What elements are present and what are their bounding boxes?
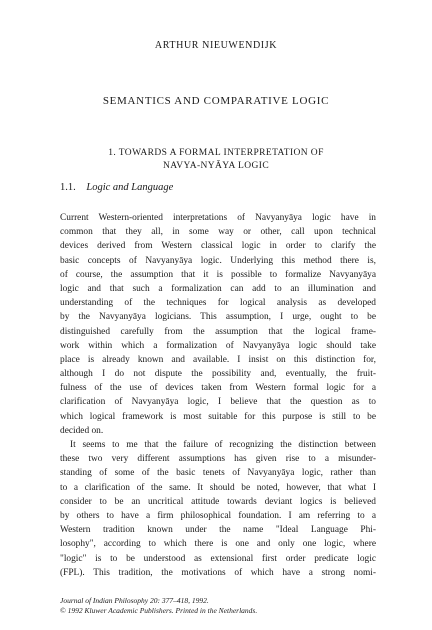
- paragraph-1: [60, 211, 376, 438]
- text-line: consider to be an uncritical attitude towards deviant logics is believed: [60, 496, 376, 507]
- text-line: standing of some of the basic tenets of Navyanyāya logic, rather than: [60, 468, 376, 479]
- text-line: of course, the assumption that it is possible to formalize Navyanyāya: [60, 269, 376, 280]
- text-line: devices derived from Western classical logic in order to clarify the: [60, 241, 376, 252]
- text-line: common that they all, in some way or other, call upon technical: [60, 227, 376, 238]
- text-line: decided on.: [60, 425, 104, 436]
- subsection-number: 1.1.: [60, 182, 76, 193]
- copyright-notice: © 1992 Kluwer Academic Publishers. Printed in the Netherlands.: [60, 606, 258, 615]
- section-heading: [80, 147, 352, 173]
- text-line: by others to have a firm philosophical foundation. I am referring to a: [60, 510, 376, 521]
- section-heading-line-1: 1. TOWARDS A FORMAL INTERPRETATION OF: [108, 148, 324, 158]
- text-line: losophy", according to which there is one and only one logic, where: [60, 539, 376, 550]
- text-line: fulness of the use of devices taken from Western formal logic for a: [60, 383, 376, 394]
- text-line: these two very different assumptions has given rise to a misunder-: [60, 454, 376, 465]
- text-line: It seems to me that the failure of recognizing the distinction between: [70, 440, 376, 450]
- section-heading-line-2: NAVYA-NYĀYA LOGIC: [162, 161, 270, 171]
- text-line: although I do not dispute the possibility and, eventually, the fruit-: [60, 369, 376, 380]
- text-line: understanding of the techniques for logical analysis as developed: [60, 298, 376, 309]
- text-line: Western tradition known under the name "Ideal Language Phi-: [60, 525, 376, 536]
- subsection-title: Logic and Language: [86, 182, 174, 193]
- text-line: place is already known and available. I insist on this distinction for,: [60, 354, 376, 365]
- text-line: to a clarification of the same. It should be noted, however, that what I: [60, 482, 376, 493]
- body-text: [60, 211, 376, 580]
- text-line: basic concepts of Navyanyāya logic. Underlying this method there is,: [60, 255, 376, 266]
- text-line: "logic" is to be understood as extensional first order predicate logic: [60, 553, 376, 564]
- text-line: distinguished carefully from the assumption that the logical frame-: [60, 326, 376, 337]
- text-line: which logical framework is most suitable for this purpose is still to be: [60, 411, 376, 422]
- text-line: by the Navyanyāya logicians. This assumption, I urge, ought to be: [60, 312, 376, 323]
- text-line: (FPL). This tradition, the motivations of which have a strong nomi-: [60, 567, 376, 578]
- journal-citation: Journal of Indian Philosophy 20: 377–418, 1992.: [60, 596, 209, 605]
- paragraph-2: [60, 438, 376, 580]
- text-line: Current Western-oriented interpretations of Navyanyāya logic have in: [60, 213, 376, 223]
- text-line: clarification of Navyanyāya logic, I believe that the question as to: [60, 397, 376, 408]
- journal-footer: [60, 596, 380, 616]
- paper-title: SEMANTICS AND COMPARATIVE LOGIC: [102, 95, 330, 107]
- author-name: ARTHUR NIEUWENDIJK: [154, 40, 278, 51]
- text-line: work within which a formalization of Navyanyāya logic should take: [60, 340, 376, 351]
- subsection-heading: [60, 182, 173, 193]
- text-line: logic and that such a formalization can add to an illumination and: [60, 283, 376, 294]
